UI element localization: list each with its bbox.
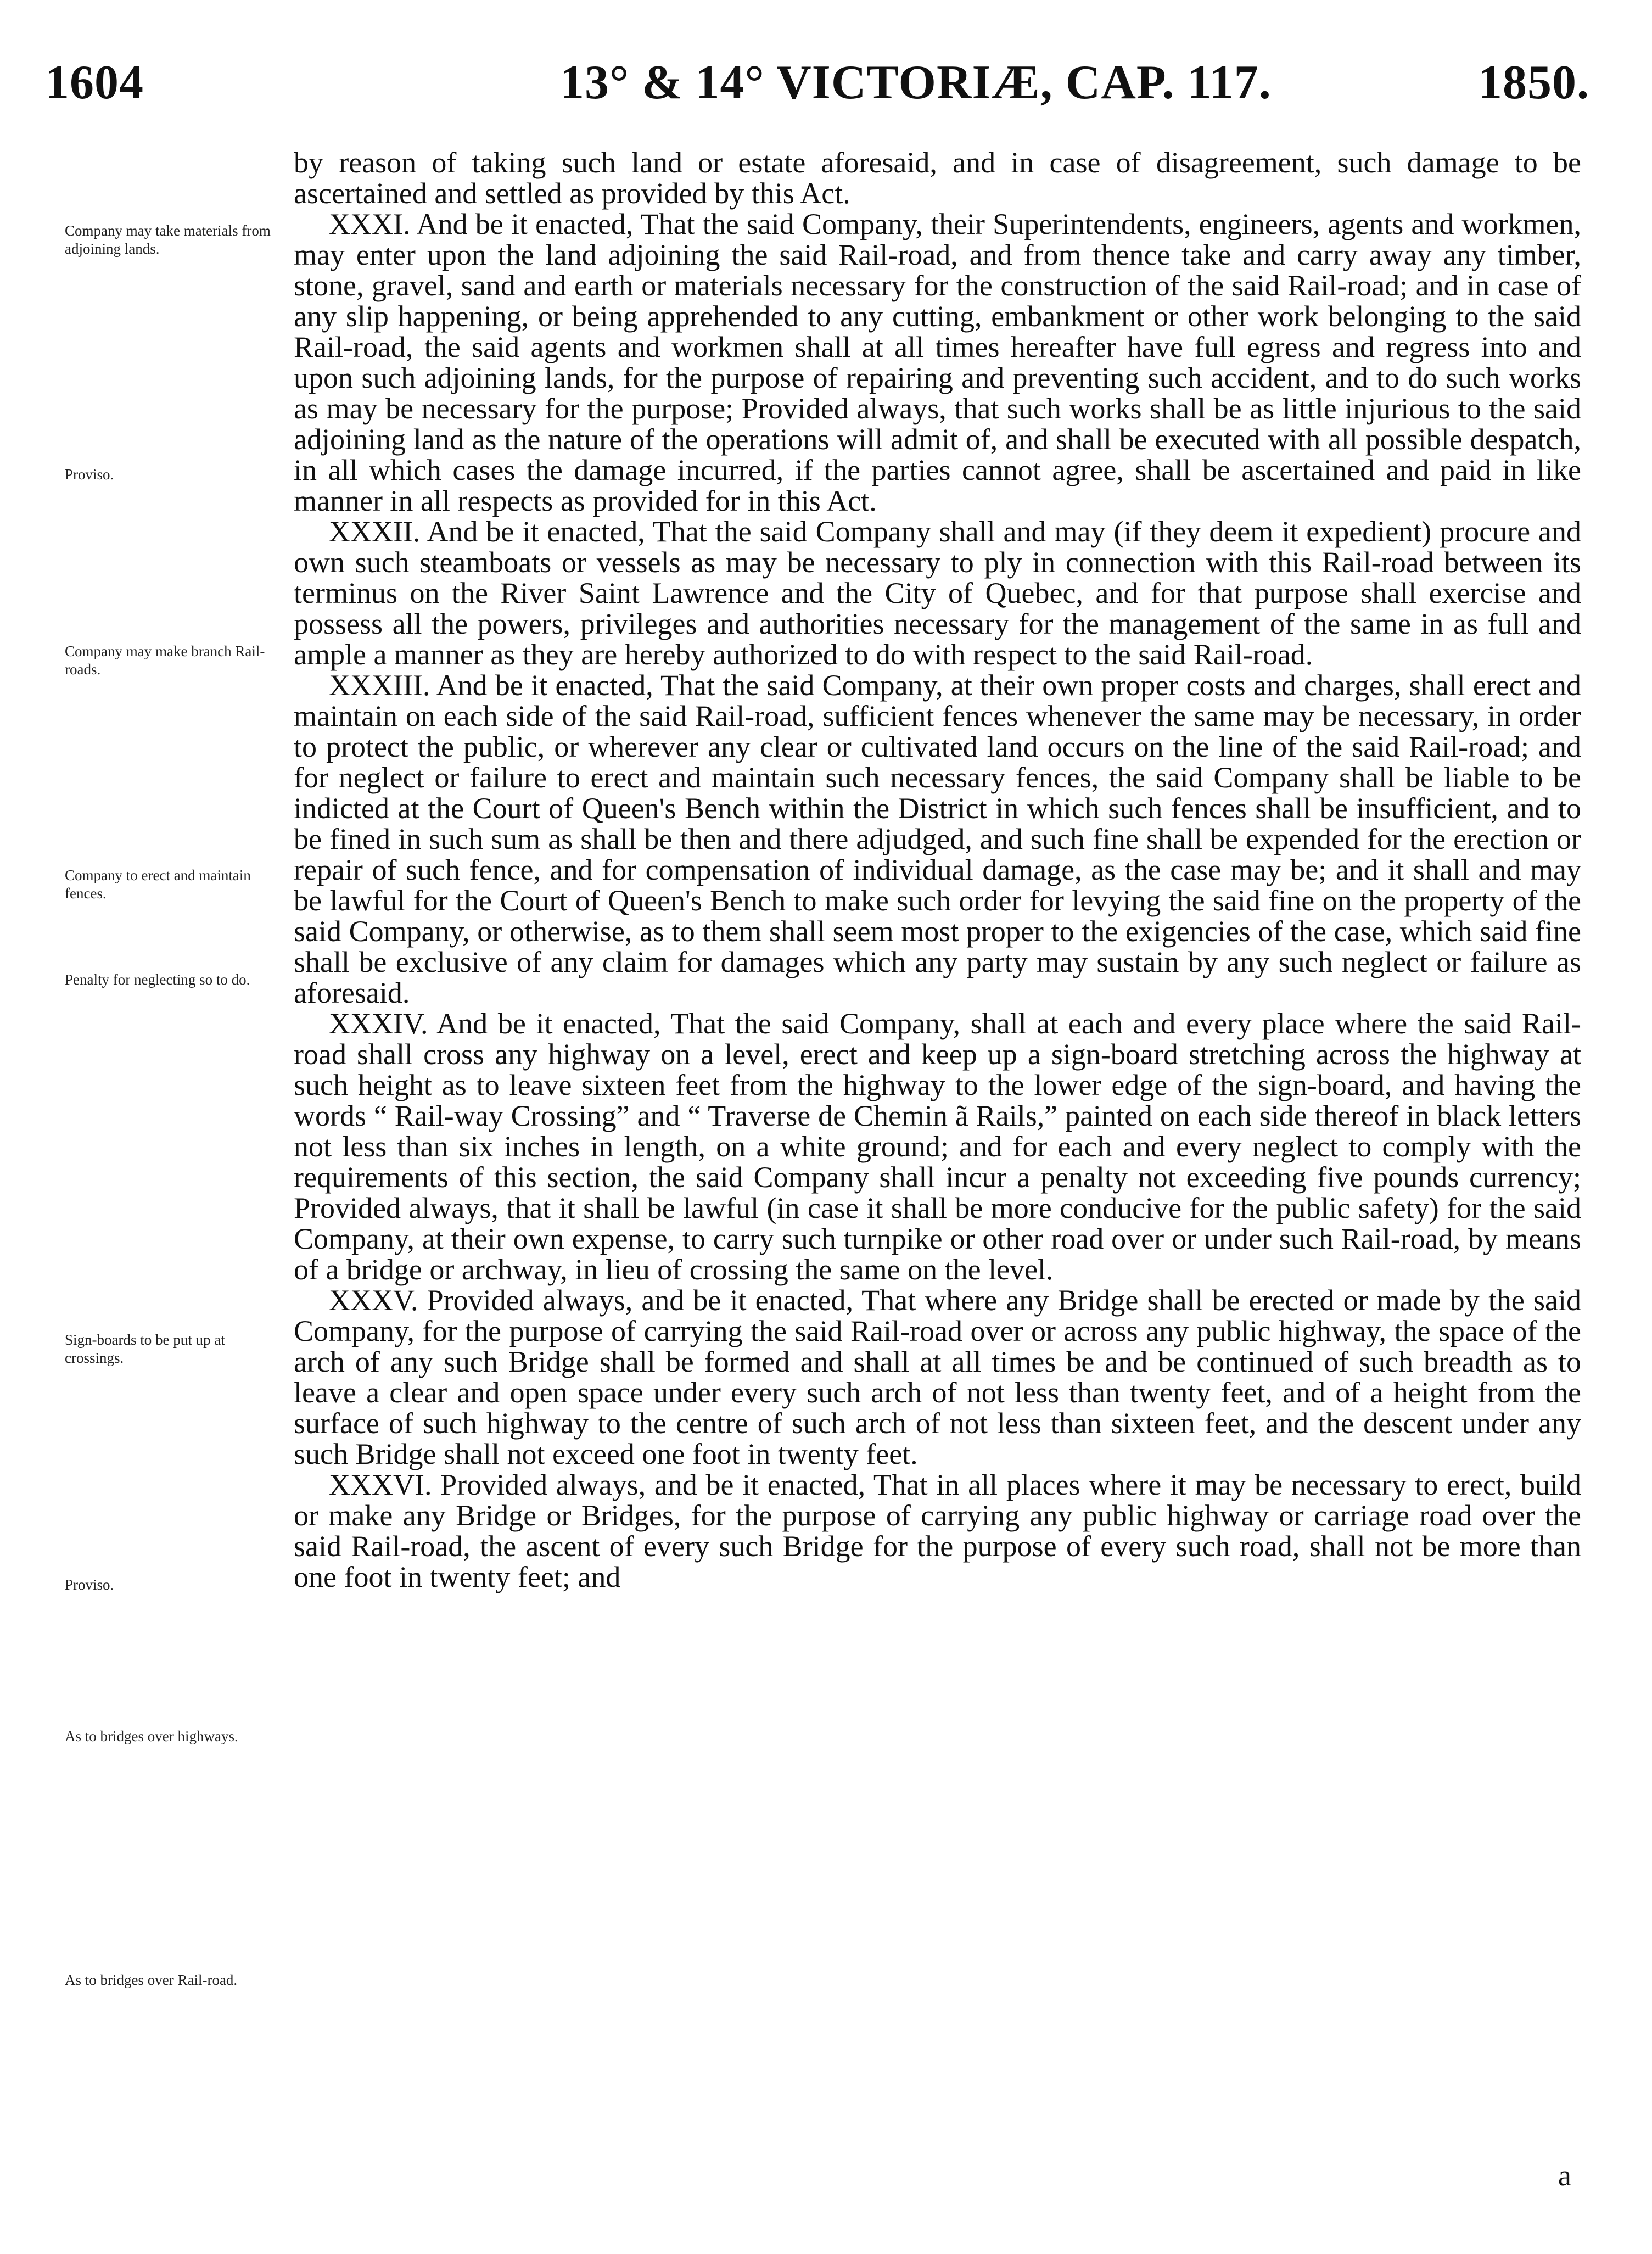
section-xxxii: XXXII. And be it enacted, That the said Company shall and may (if they deem it expedient) procure and own such steamboats or vessels as may be necessary to ply in connection with this Rail-road between its terminus on the River Saint Lawrence and the City of Quebec, and for that purpose shall exercise and possess all the powers, privileges and authorities necessary for the management of the same in as full and ample a manner as they are hereby authorized to do with respect to the said Rail-road. bbox=[294, 515, 1581, 671]
header-year: 1850. bbox=[1478, 56, 1589, 109]
margin-note: Proviso. bbox=[65, 1576, 114, 1593]
margin-note: Proviso. bbox=[65, 466, 114, 483]
running-title: 13° & 14° VICTORIÆ, CAP. 117. bbox=[560, 56, 1272, 109]
catchword: a bbox=[1558, 2159, 1571, 2192]
section-xxxiii: XXXIII. And be it enacted, That the said Company, at their own proper costs and charges, shall erect and maintain on each side of the said Rail-road, sufficient fences whenever the same may be necessary, in order to protect the public, or wherever any clear or cultivated land occurs on the line of the said Rail-road; and for neglect or failure to erect and maintain such necessary fences, the said Company shall be liable to be indicted at the Court of Queen's Bench within the District in which such fences shall be insufficient, and to be fined in such sum as shall be then and there adjudged, and such fine shall be expended for the erection or repair of such fence, and for compensation of individual damage, as the case may be; and it shall and may be lawful for the Court of Queen's Bench to make such order for levying the said fine on the property of the said Company, or otherwise, as to them shall seem most proper to the exigencies of the case, which said fine shall be exclusive of any claim for damages which any party may sustain by any such neglect or failure as aforesaid. bbox=[294, 669, 1581, 1009]
margin-note: Sign-boards to be put up at crossings. bbox=[65, 1332, 225, 1366]
section-xxxi: XXXI. And be it enacted, That the said Company, their Superintendents, engineers, agents and workmen, may enter upon the land adjoining the said Rail-road, and from thence take and carry away any timber, stone, gravel, sand and earth or materials necessary for the construction of the said Rail-road; and in case of any slip happening, or being apprehended to any cutting, embankment or other work belonging to the said Rail-road, the said agents and workmen shall at all times hereafter have full egress and regress into and upon such adjoining lands, for the purpose of repairing and preventing such accident, and to do such works as may be necessary for the purpose; Provided always, that such works shall be as little injurious to the said adjoining land as the nature of the operations will admit of, and shall be executed with all possible despatch, in all which cases the damage incurred, if the parties cannot agree, shall be ascertained and paid in like manner in all respects as provided for in this Act. bbox=[294, 208, 1581, 517]
margin-note: Company may take materials from adjoining lands. bbox=[65, 222, 271, 257]
section-xxxv: XXXV. Provided always, and be it enacted, That where any Bridge shall be erected or made by the said Company, for the purpose of carrying the said Rail-road over or across any public highway, the space of the arch of any such Bridge shall be formed and shall at all times be and be continued of such breadth as to leave a clear and open space under every such arch of not less than twenty feet, and of a height from the surface of such highway to the centre of such arch of not less than sixteen feet, and the descent under any such Bridge shall not exceed one foot in twenty feet. bbox=[294, 1284, 1581, 1470]
page-number: 1604 bbox=[45, 56, 144, 109]
section-xxxiv: XXXIV. And be it enacted, That the said Company, shall at each and every place where the said Rail-road shall cross any highway on a level, erect and keep up a sign-board stretching across the highway at such height as to leave sixteen feet from the highway to the lower edge of the sign-board, and having the words “ Rail-way Crossing” and “ Traverse de Chemin ã Rails,” painted on each side thereof in black letters not less than six inches in length, on a white ground; and for each and every neglect to comply with the requirements of this section, the said Company shall incur a penalty not exceeding five pounds currency; Provided always, that it shall be lawful (in case it shall be more conducive for the public safety) for the said Company, at their own expense, to carry such turnpike or other road over or under such Rail-road, by means of a bridge or archway, in lieu of crossing the same on the level. bbox=[294, 1007, 1581, 1286]
paragraph-continuation: by reason of taking such land or estate aforesaid, and in case of disagreement, such damage to be ascertained and settled as provided by this Act. bbox=[294, 146, 1581, 210]
margin-note: As to bridges over Rail-road. bbox=[65, 1972, 238, 1988]
margin-note: Penalty for neglecting so to do. bbox=[65, 971, 250, 988]
section-xxxvi: XXXVI. Provided always, and be it enacted, That in all places where it may be necessary to erect, build or make any Bridge or Bridges, for the purpose of carrying any public highway or carriage road over the said Rail-road, the ascent of every such Bridge for the purpose of every such road, shall not be more than one foot in twenty feet; and bbox=[294, 1468, 1581, 1593]
margin-note: Company to erect and maintain fences. bbox=[65, 867, 251, 902]
body-text bbox=[294, 147, 1581, 1592]
page-header bbox=[0, 53, 1652, 113]
margin-note: Company may make branch Rail-roads. bbox=[65, 643, 265, 678]
margin-note: As to bridges over highways. bbox=[65, 1728, 238, 1744]
